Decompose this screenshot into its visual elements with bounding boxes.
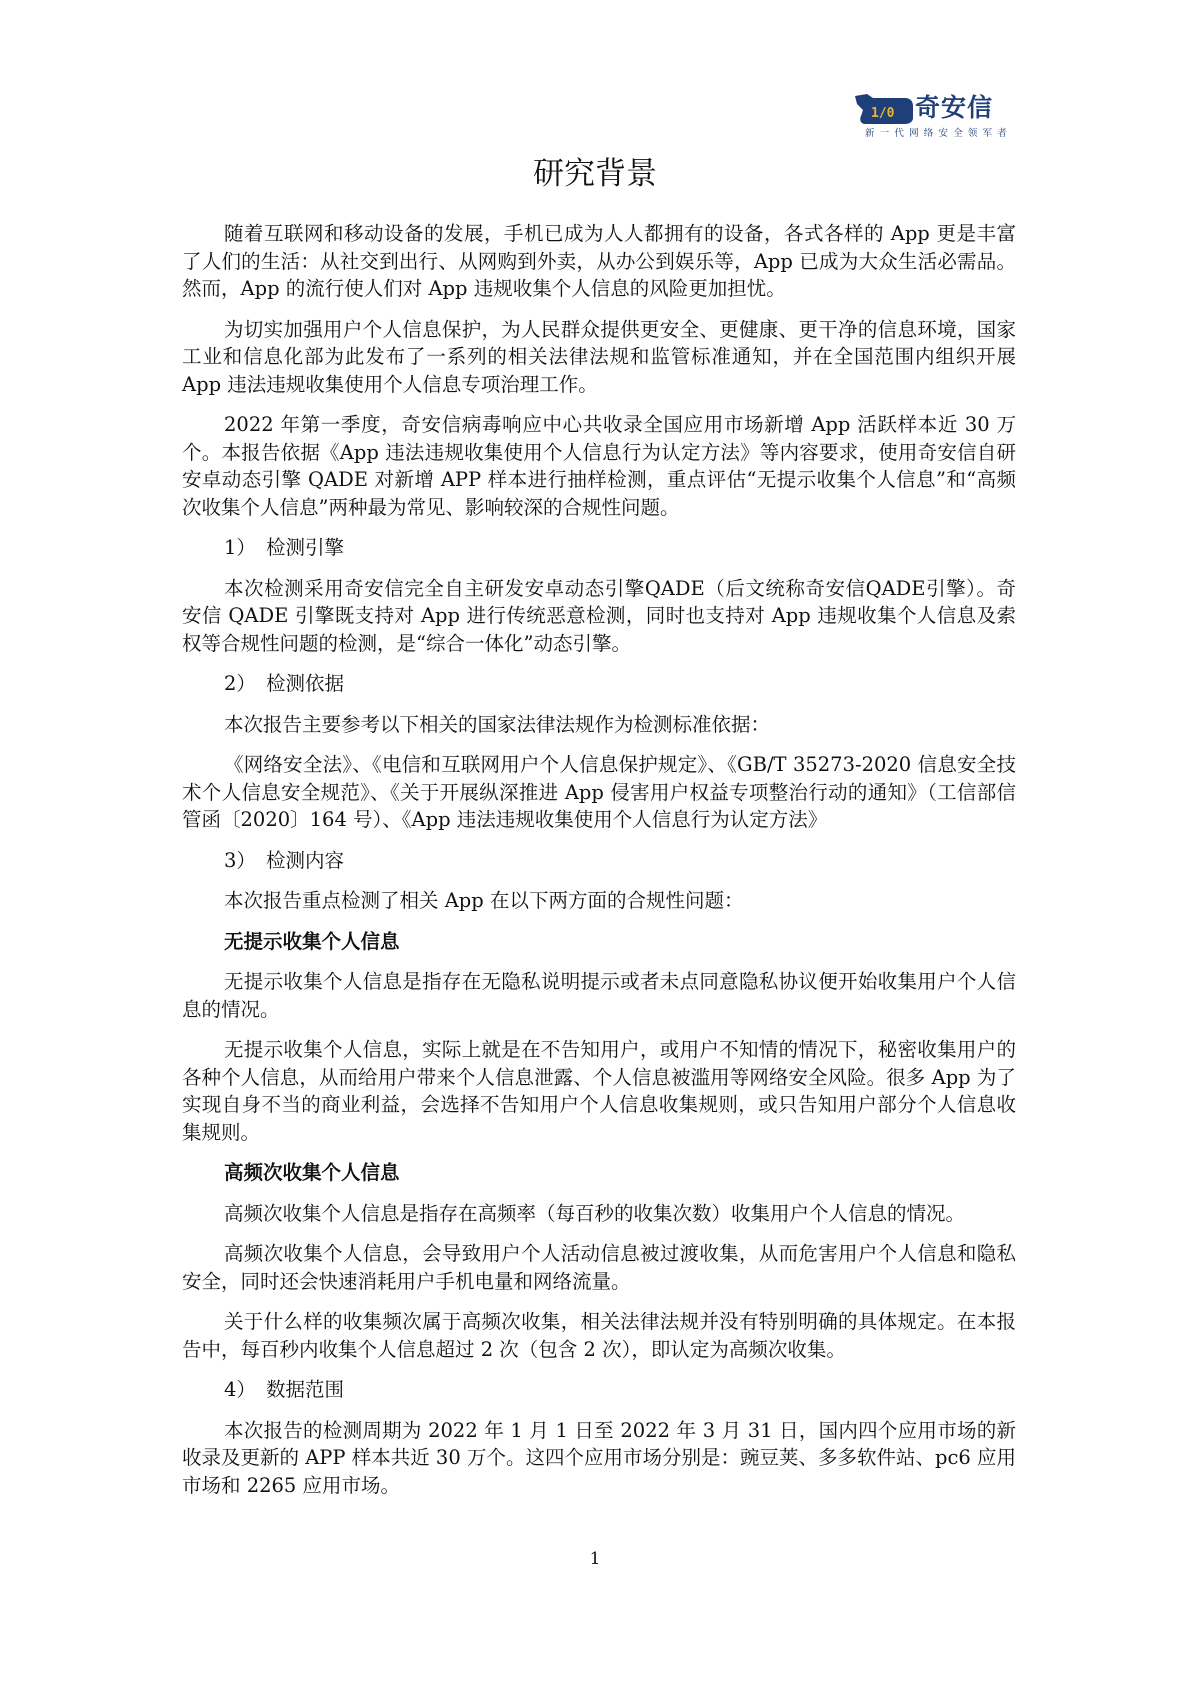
section-title: 检测依据 <box>266 672 345 695</box>
paragraph: 2022 年第一季度，奇安信病毒响应中心共收录全国应用市场新增 App 活跃样本近 30 万个。本报告依据《App 违法违规收集使用个人信息行为认定方法》等内容要求，使用奇安信自研安卓动态引擎 QADE 对新增 APP 样本进行抽样检测，重点评估“无提示收集个人信息”和“高频次收集个人信息”两种最为常见、影响较深的合规性问题。 <box>182 413 1016 519</box>
paragraph: 本次报告的检测周期为 2022 年 1 月 1 日至 2022 年 3 月 31 日，国内四个应用市场的新收录及更新的 APP 样本共近 30 万个。这四个应用市场分别是：豌豆荚、多多软件站、pc6 应用市场和 2265 应用市场。 <box>182 1418 1016 1497</box>
section-number: 4） <box>224 1378 256 1401</box>
logo-slogan: 新一代网络安全领军者 <box>865 128 1013 139</box>
logo-brand: 奇安信 <box>915 93 994 122</box>
section-number: 3） <box>224 848 256 872</box>
section-number: 1） <box>224 536 256 559</box>
paragraph: 高频次收集个人信息，会导致用户个人活动信息被过渡收集，从而危害用户个人信息和隐私安全，同时还会快速消耗用户手机电量和网络流量。 <box>182 1242 1016 1293</box>
logo-mark-text: 1/0 <box>871 106 895 121</box>
company-logo <box>853 88 1023 140</box>
paragraph: 本次报告主要参考以下相关的国家法律法规作为检测标准依据： <box>224 712 771 736</box>
section-heading-scope <box>182 1376 1016 1404</box>
section-number: 2） <box>224 672 256 695</box>
paragraph: 关于什么样的收集频次属于高频次收集，相关法律法规并没有特别明确的具体规定。在本报告中，每百秒内收集个人信息超过 2 次（包含 2 次），即认定为高频次收集。 <box>182 1310 1016 1361</box>
section-title: 检测引擎 <box>266 536 345 559</box>
page-title: 研究背景 <box>533 156 657 192</box>
logo-mark-icon <box>853 92 915 126</box>
paragraph: 本次检测采用奇安信完全自主研发安卓动态引擎QADE（后文统称奇安信QADE引擎）。奇安信 QADE 引擎既支持对 App 进行传统恶意检测，同时也支持对 App 违规收集个人信息及索权等合规性问题的检测，是“综合一体化”动态引擎。 <box>182 576 1016 655</box>
bold-subheading: 高频次收集个人信息 <box>224 1161 400 1184</box>
paragraph: 本次报告重点检测了相关 App 在以下两方面的合规性问题： <box>224 889 744 912</box>
section-heading-engine <box>182 534 1016 562</box>
paragraph: 高频次收集个人信息是指存在高频率（每百秒的收集次数）收集用户个人信息的情况。 <box>224 1201 966 1225</box>
paragraph: 随着互联网和移动设备的发展，手机已成为人人都拥有的设备，各式各样的 App 更是丰富了人们的生活：从社交到出行、从网购到外卖，从办公到娱乐等，App 已成为大众生活必需品。然而，App 的流行使人们对 App 违规收集个人信息的风险更加担忧。 <box>182 222 1016 300</box>
document-body <box>182 220 1016 1512</box>
section-heading-basis <box>182 670 1016 698</box>
page-number: 1 <box>589 1549 601 1569</box>
paragraph: 为切实加强用户个人信息保护，为人民群众提供更安全、更健康、更干净的信息环境，国家工业和信息化部为此发布了一系列的相关法律法规和监管标准通知，并在全国范围内组织开展 App 违法违规收集使用个人信息专项治理工作。 <box>182 317 1016 396</box>
paragraph: 《网络安全法》、《电信和互联网用户个人信息保护规定》、《GB/T 35273-2020 信息安全技术个人信息安全规范》、《关于开展纵深推进 App 侵害用户权益专项整治行动的通知》（工信部信管函〔2020〕164 号）、《App 违法违规收集使用个人信息行为认定方法》 <box>182 753 1016 831</box>
section-heading-content <box>182 847 1016 875</box>
section-title: 检测内容 <box>266 848 345 872</box>
paragraph: 无提示收集个人信息是指存在无隐私说明提示或者未点同意隐私协议便开始收集用户个人信息的情况。 <box>182 970 1016 1021</box>
section-title: 数据范围 <box>266 1378 345 1401</box>
paragraph: 无提示收集个人信息，实际上就是在不告知用户，或用户不知情的情况下，秘密收集用户的各种个人信息，从而给用户带来个人信息泄露、个人信息被滥用等网络安全风险。很多 App 为了实现自身不当的商业利益，会选择不告知用户个人信息收集规则，或只告知用户部分个人信息收集规则。 <box>182 1038 1016 1144</box>
bold-subheading: 无提示收集个人信息 <box>224 929 400 953</box>
